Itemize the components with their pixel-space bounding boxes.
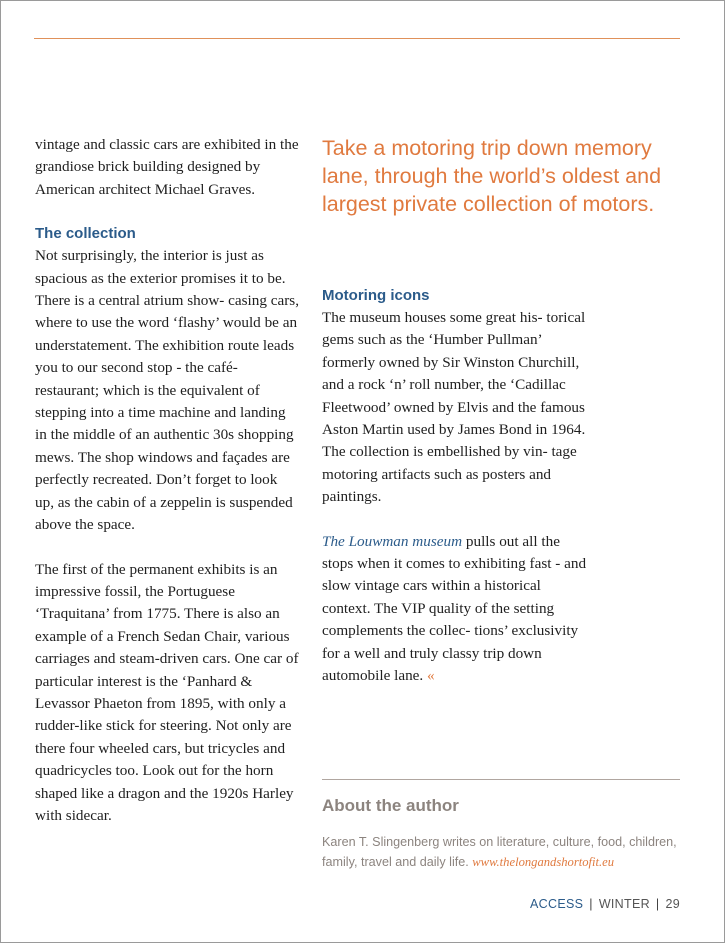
- magazine-name: ACCESS: [530, 897, 584, 911]
- footer-separator: |: [589, 897, 593, 911]
- right-column: [322, 134, 682, 688]
- end-mark-icon: «: [427, 667, 435, 685]
- louwman-museum-link[interactable]: The Louwman museum: [322, 532, 463, 550]
- footer-separator: |: [655, 897, 660, 911]
- page-footer: [530, 895, 680, 913]
- collection-heading: The collection: [35, 225, 136, 243]
- motoring-icons-paragraph: The museum houses some great his- torical gems such as the ‘Humber Pullman’ formerly owned by Sir Winston Churchill, and a rock ‘n’ roll number, the ‘Cadillac Fleetwood’ owned by Elvis and the famous Aston Martin used by James Bond in 1964. The collection is embellished by vin- tage motoring artifacts such as posters and paintings.: [322, 309, 586, 506]
- collection-paragraph-2: The first of the permanent exhibits is an impressive fossil, the Portuguese ‘Traquitana’ from 1775. There is also an example of a French Sedan Chair, various carriages and steam-driven cars. One car of particular interest is the ‘Panhard & Levassor Phaeton from 1895, with only a rudder-like stick for steering. Not only are there four wheeled cars, but tricycles and quadricycles too. Look out for the horn shaped like a dragon and the 1920s Harley with sidecar.: [35, 560, 299, 824]
- intro-paragraph: vintage and classic cars are exhibited in the grandiose brick building designed by American architect Michael Graves.: [35, 136, 299, 198]
- motoring-icons-heading: Motoring icons: [322, 287, 430, 304]
- author-divider: [322, 779, 680, 780]
- collection-paragraph-1: Not surprisingly, the interior is just as spacious as the exterior promises it to be. There is a central atrium show- casing cars, where to use the word ‘flashy’ would be an understatement. The exhibition route leads you to our second stop - the café-restaurant; which is the equivalent of stepping into a time machine and landing in the middle of an authentic 30s shopping mews. The shop windows and façades are perfectly recreated. Don’t forget to look up, as the cabin of a zeppelin is suspended above the space.: [35, 247, 299, 534]
- closing-text: pulls out all the stops when it comes to exhibiting fast - and slow vintage cars within a historical context. The VIP quality of the setting complements the collec- tions’ exclusivity for a well and truly classy trip down automobile lane.: [322, 532, 587, 685]
- page-number: 29: [665, 897, 680, 911]
- author-website-link[interactable]: www.thelongandshortofit.eu: [472, 854, 615, 869]
- closing-paragraph: [322, 531, 587, 688]
- author-bio-text: Karen T. Slingenberg writes on literature, culture, food, children, family, travel and daily life.: [322, 835, 677, 869]
- left-column: [35, 134, 300, 827]
- issue-name: WINTER: [598, 897, 650, 911]
- top-rule: [34, 38, 680, 39]
- author-heading: About the author: [322, 796, 459, 815]
- author-bio: [322, 833, 682, 872]
- pull-quote: Take a motoring trip down memory lane, through the world’s oldest and largest private collection of motors.: [322, 136, 662, 216]
